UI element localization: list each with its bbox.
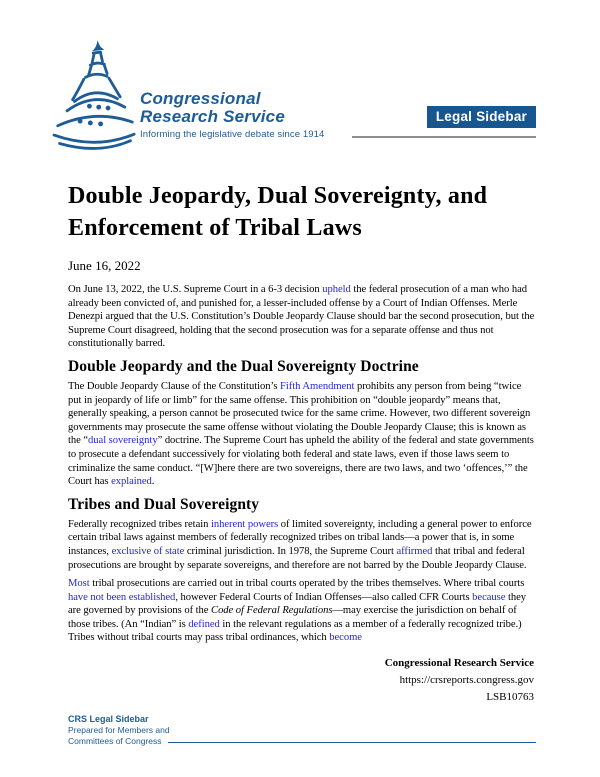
publication-date: June 16, 2022 [68,258,141,273]
body-paragraph [68,518,536,572]
legal-sidebar-badge: Legal Sidebar [427,106,536,128]
page-footer-right [385,657,534,708]
logo-tagline: Informing the legislative debate since 1914 [140,129,325,140]
intro-paragraph [68,283,536,351]
inline-link[interactable]: affirmed [396,545,433,557]
footer-doc-id: LSB10763 [486,691,534,703]
text-segment: On June 13, 2022, the U.S. Supreme Court in a 6-3 decision [68,284,323,295]
body-paragraph [68,380,536,489]
section-heading-double-jeopardy: Double Jeopardy and the Dual Sovereignty Doctrine [68,357,419,375]
text-segment: that tribal and federal prosecutions are brought by separate sovereigns, and therefore are not barred by the Double Jeopardy Clause. [68,545,527,571]
capitol-dome-icon [52,40,138,150]
body-paragraph [68,577,536,645]
page-footer-left [68,714,536,747]
document-body [68,180,536,645]
inline-link[interactable]: inherent powers [210,518,279,530]
inline-link[interactable]: upheld [322,284,351,295]
inline-link[interactable]: explained [111,476,152,488]
footer-url: https://crsreports.congress.gov [399,674,534,686]
inline-link[interactable]: dual sovereignty [88,435,158,447]
text-segment: The Double Jeopardy Clause of the Constitution’s [68,380,281,392]
header-divider [352,136,536,138]
inline-link[interactable]: Most [68,578,90,590]
text-segment: Code of Federal Regulations [211,605,333,617]
inline-link[interactable]: become [329,632,362,644]
footer-prepared-line1: Prepared for Members and [68,725,170,735]
footer-org-name: Congressional Research Service [384,657,534,669]
inline-link[interactable]: because [472,591,506,603]
text-segment: —may exercise the jurisdiction on behalf of those tribes. (An “Indian” is [68,605,517,630]
footer-prepared-line2: Committees of Congress [68,736,162,746]
section-heading-tribes: Tribes and Dual Sovereignty [68,495,260,513]
text-segment: Federally recognized tribes retain [68,518,211,530]
text-segment: tribal prosecutions are carried out in tribal courts operated by the tribes themselves. Where tribal courts [89,578,525,590]
inline-link[interactable]: have not been established [68,591,176,603]
logo-name-line2: Research Service [140,107,285,126]
text-segment: ” doctrine. The Supreme Court has upheld the ability of the federal and state governments to prosecute a defendant successively for violating both federal and state laws, even if those laws seem to criminalize the same conduct. “[W]here there are two sovereigns, there are two laws, and two ‘offences,’” the Court has [68,435,534,488]
text-segment: the federal prosecution of a man who had already been convicted of, and punished for, a lesser-included offense by a Court of Indian Offenses. Merle Denezpi argued that the U.S. Constitution’s Double Jeopardy Clause should bar the second prosecution, but the Supreme Court disagreed, holding that the second prosecution was for a separate offense and thus not constitutionally barred. [68,284,535,350]
inline-link[interactable]: exclusive of state [111,545,185,557]
text-segment: prohibits any person from being “twice put in jeopardy of life or limb” for the same offense. This prohibition on “double jeopardy” means that, generally speaking, a person cannot be prosecuted twice for the same crime. However, two different sovereign governments may prosecute the same offense without violating the Double Jeopardy Clause; this is known as the “ [68,380,531,447]
inline-link[interactable]: defined [188,618,220,630]
text-segment: criminal jurisdiction. In 1978, the Supreme Court [184,545,397,557]
footer-product-name: CRS Legal Sidebar [68,714,149,724]
inline-link[interactable]: Fifth Amendment [280,380,355,392]
text-segment: they are governed by provisions of the [68,591,526,617]
logo-name-line1: Congressional [140,89,261,108]
text-segment: , however Federal Courts of Indian Offenses—also called CFR Courts [175,591,473,603]
text-segment: of limited sovereignty, including a general power to enforce certain tribal laws against members of federally recognized tribes on tribal lands—a power that is, in some instances, [68,518,532,557]
page-title: Double Jeopardy, Dual Sovereignty, and Enforcement of Tribal Laws [68,183,488,241]
footer-divider [168,742,536,743]
text-segment: . [151,476,155,488]
logo-wordmark [140,90,324,140]
text-segment: in the relevant regulations as a member of a federally recognized tribe.) Tribes without tribal courts may pass tribal ordinances, which [68,618,522,644]
